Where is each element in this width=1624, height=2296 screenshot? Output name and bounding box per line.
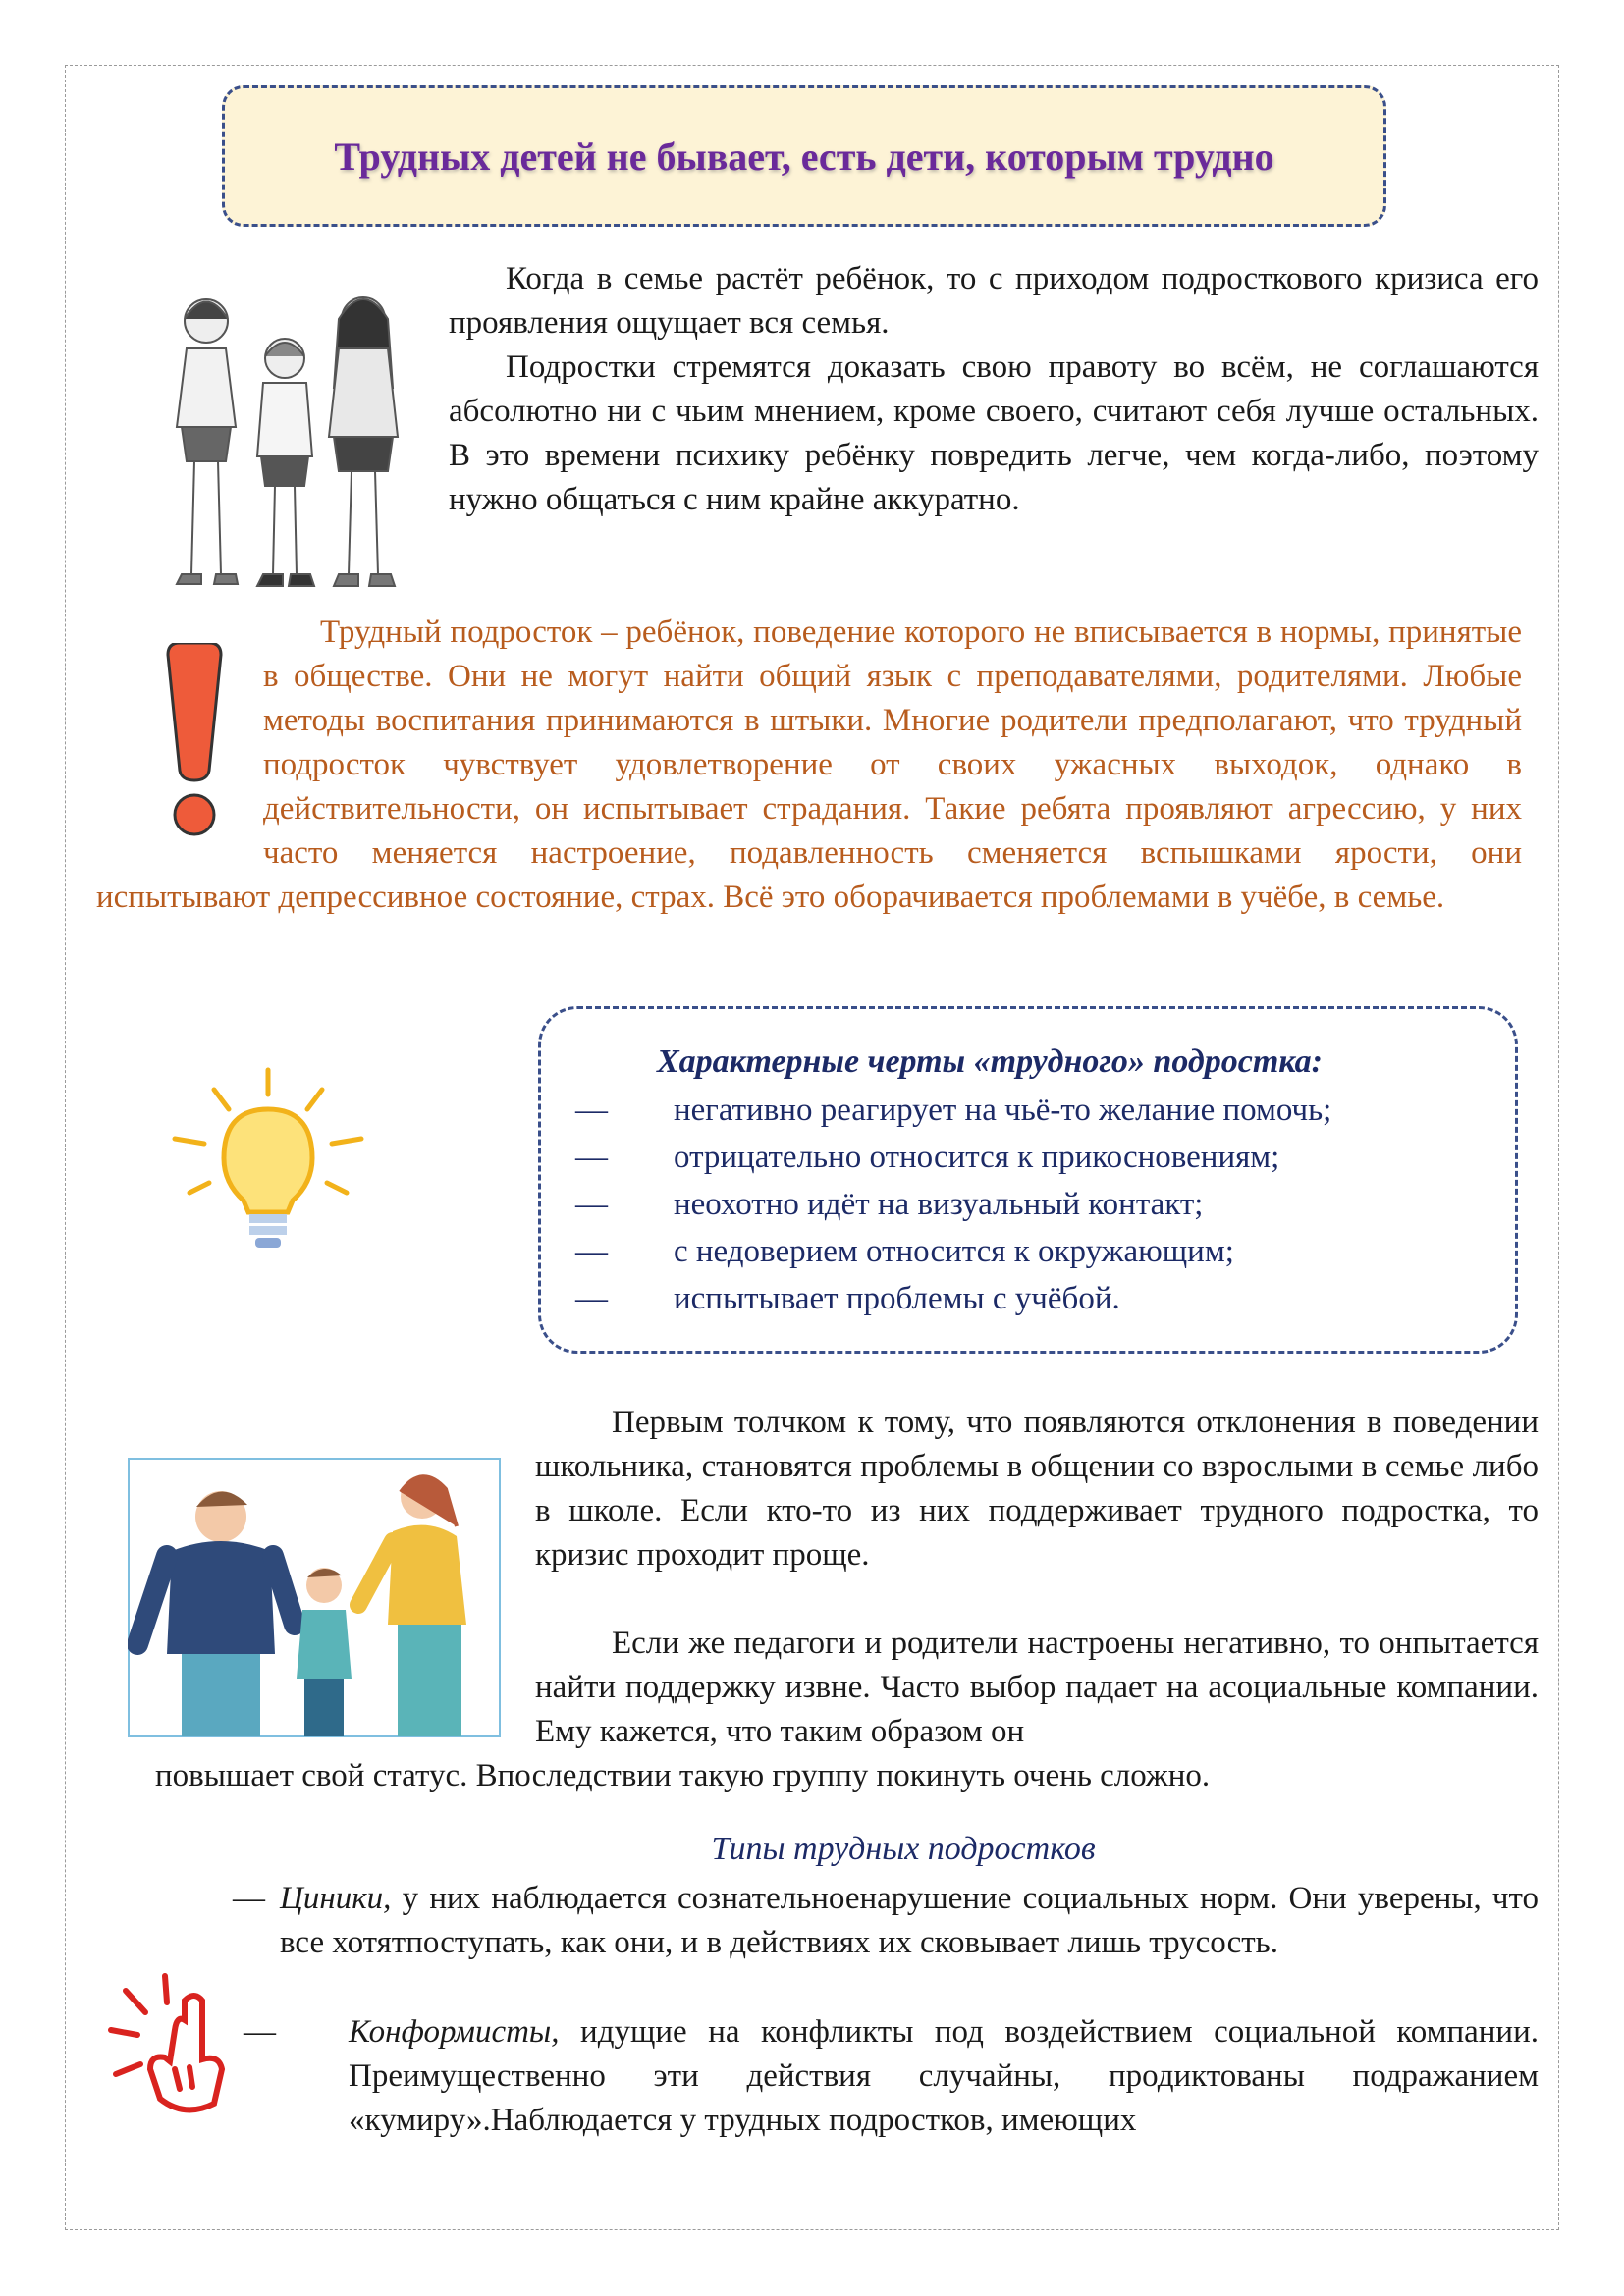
type-name: Конформисты, — [349, 2014, 560, 2050]
trait-text: отрицательно относится к прикосновениям; — [674, 1140, 1280, 1175]
lightbulb-icon — [165, 1065, 371, 1261]
trait-text: неохотно идёт на визуальный контакт; — [674, 1187, 1204, 1222]
trait-dash: — — [575, 1140, 608, 1175]
family-conflict-illustration — [128, 1458, 501, 1737]
trait-item — [575, 1234, 1234, 1270]
trait-item — [575, 1281, 1120, 1317]
page-title: Трудных детей не бывает, есть дети, которым трудно — [334, 133, 1274, 179]
reasons-paragraph-1: Первым толчком к тому, что появляются отклонения в поведении школьника, становятся проблемы в общении со взрослыми в семье либо в школе. Если кто-то из них поддерживает трудного подростка, то кризис проходит проще. — [535, 1405, 1539, 1573]
trait-item — [575, 1093, 1331, 1129]
type-text: у них наблюдается сознательноенарушение социальных норм. Они уверены, что все хотятпоступать, как они, и в действиях их сковывает лишь трусость. — [280, 1881, 1539, 1960]
trait-dash: — — [575, 1281, 608, 1316]
type-dash: — — [233, 1881, 265, 1916]
reasons-paragraph-2: Если же педагоги и родители настроены негативно, то онпытается найти поддержку извне. Часто выбор падает на асоциальные компании. Ему кажется, что таким образом он — [535, 1626, 1539, 1749]
trait-text: с недоверием относится к окружающим; — [674, 1234, 1234, 1269]
type-text: идущие на конфликты под воздействием социальной компании. Преимущественно эти действия случайны, продиктованы подражанием «кумиру».Наблюдается у трудных подростков, имеющих — [349, 2014, 1539, 2138]
types-title: Типы трудных подростков — [711, 1831, 1096, 1867]
traits-title: Характерные черты «трудного» подростка: — [657, 1043, 1323, 1080]
type-dash: — — [244, 2014, 276, 2050]
type-name: Циники, — [280, 1881, 392, 1916]
intro-paragraph-2: Подростки стремятся доказать свою правоту во всём, не соглашаются абсолютно ни с чьим мнением, кроме своего, считают себя лучше остальных. В это времени психику ребёнку повредить легче, чем когда-либо, поэтому нужно общаться с ним крайне аккуратно. — [449, 349, 1539, 517]
intro-paragraph-1: Когда в семье растёт ребёнок, то с приходом подросткового кризиса его проявления ощущает вся семья. — [449, 261, 1539, 341]
trait-text: негативно реагирует на чьё-то желание помочь; — [674, 1093, 1332, 1128]
definition-paragraph: Трудный подросток – ребёнок, поведение которого не вписывается в нормы, принятые в обществе. Они не могут найти общий язык с преподавателями, родителями. Любые методы воспитания принимаются в штыки. Многие родители предполагают, что трудный подросток чувствует удовлетворение от своих ужасных выходок, однако в действительности, он испытывает страдания. Такие ребята проявляют агрессию, у них часто меняется настроение, подавленность сменяется вспышками ярости, они испытывают депрессивное состояние, страх. Всё это оборачивается проблемами в учёбе, в семье. — [96, 614, 1522, 915]
hand-icon — [106, 1971, 234, 2118]
teen-girls-illustration — [137, 280, 432, 604]
reasons-paragraph-2-end: повышает свой статус. Впоследствии такую группу покинуть очень сложно. — [155, 1758, 1211, 1793]
trait-dash: — — [575, 1187, 608, 1222]
trait-item — [575, 1140, 1279, 1176]
type-item-conformists — [244, 2010, 1539, 2143]
trait-text: испытывает проблемы с учёбой. — [674, 1281, 1120, 1316]
type-item-cynics — [233, 1877, 1539, 1965]
trait-dash: — — [575, 1093, 608, 1128]
trait-item — [575, 1187, 1203, 1223]
title-banner — [222, 85, 1386, 227]
trait-dash: — — [575, 1234, 608, 1269]
